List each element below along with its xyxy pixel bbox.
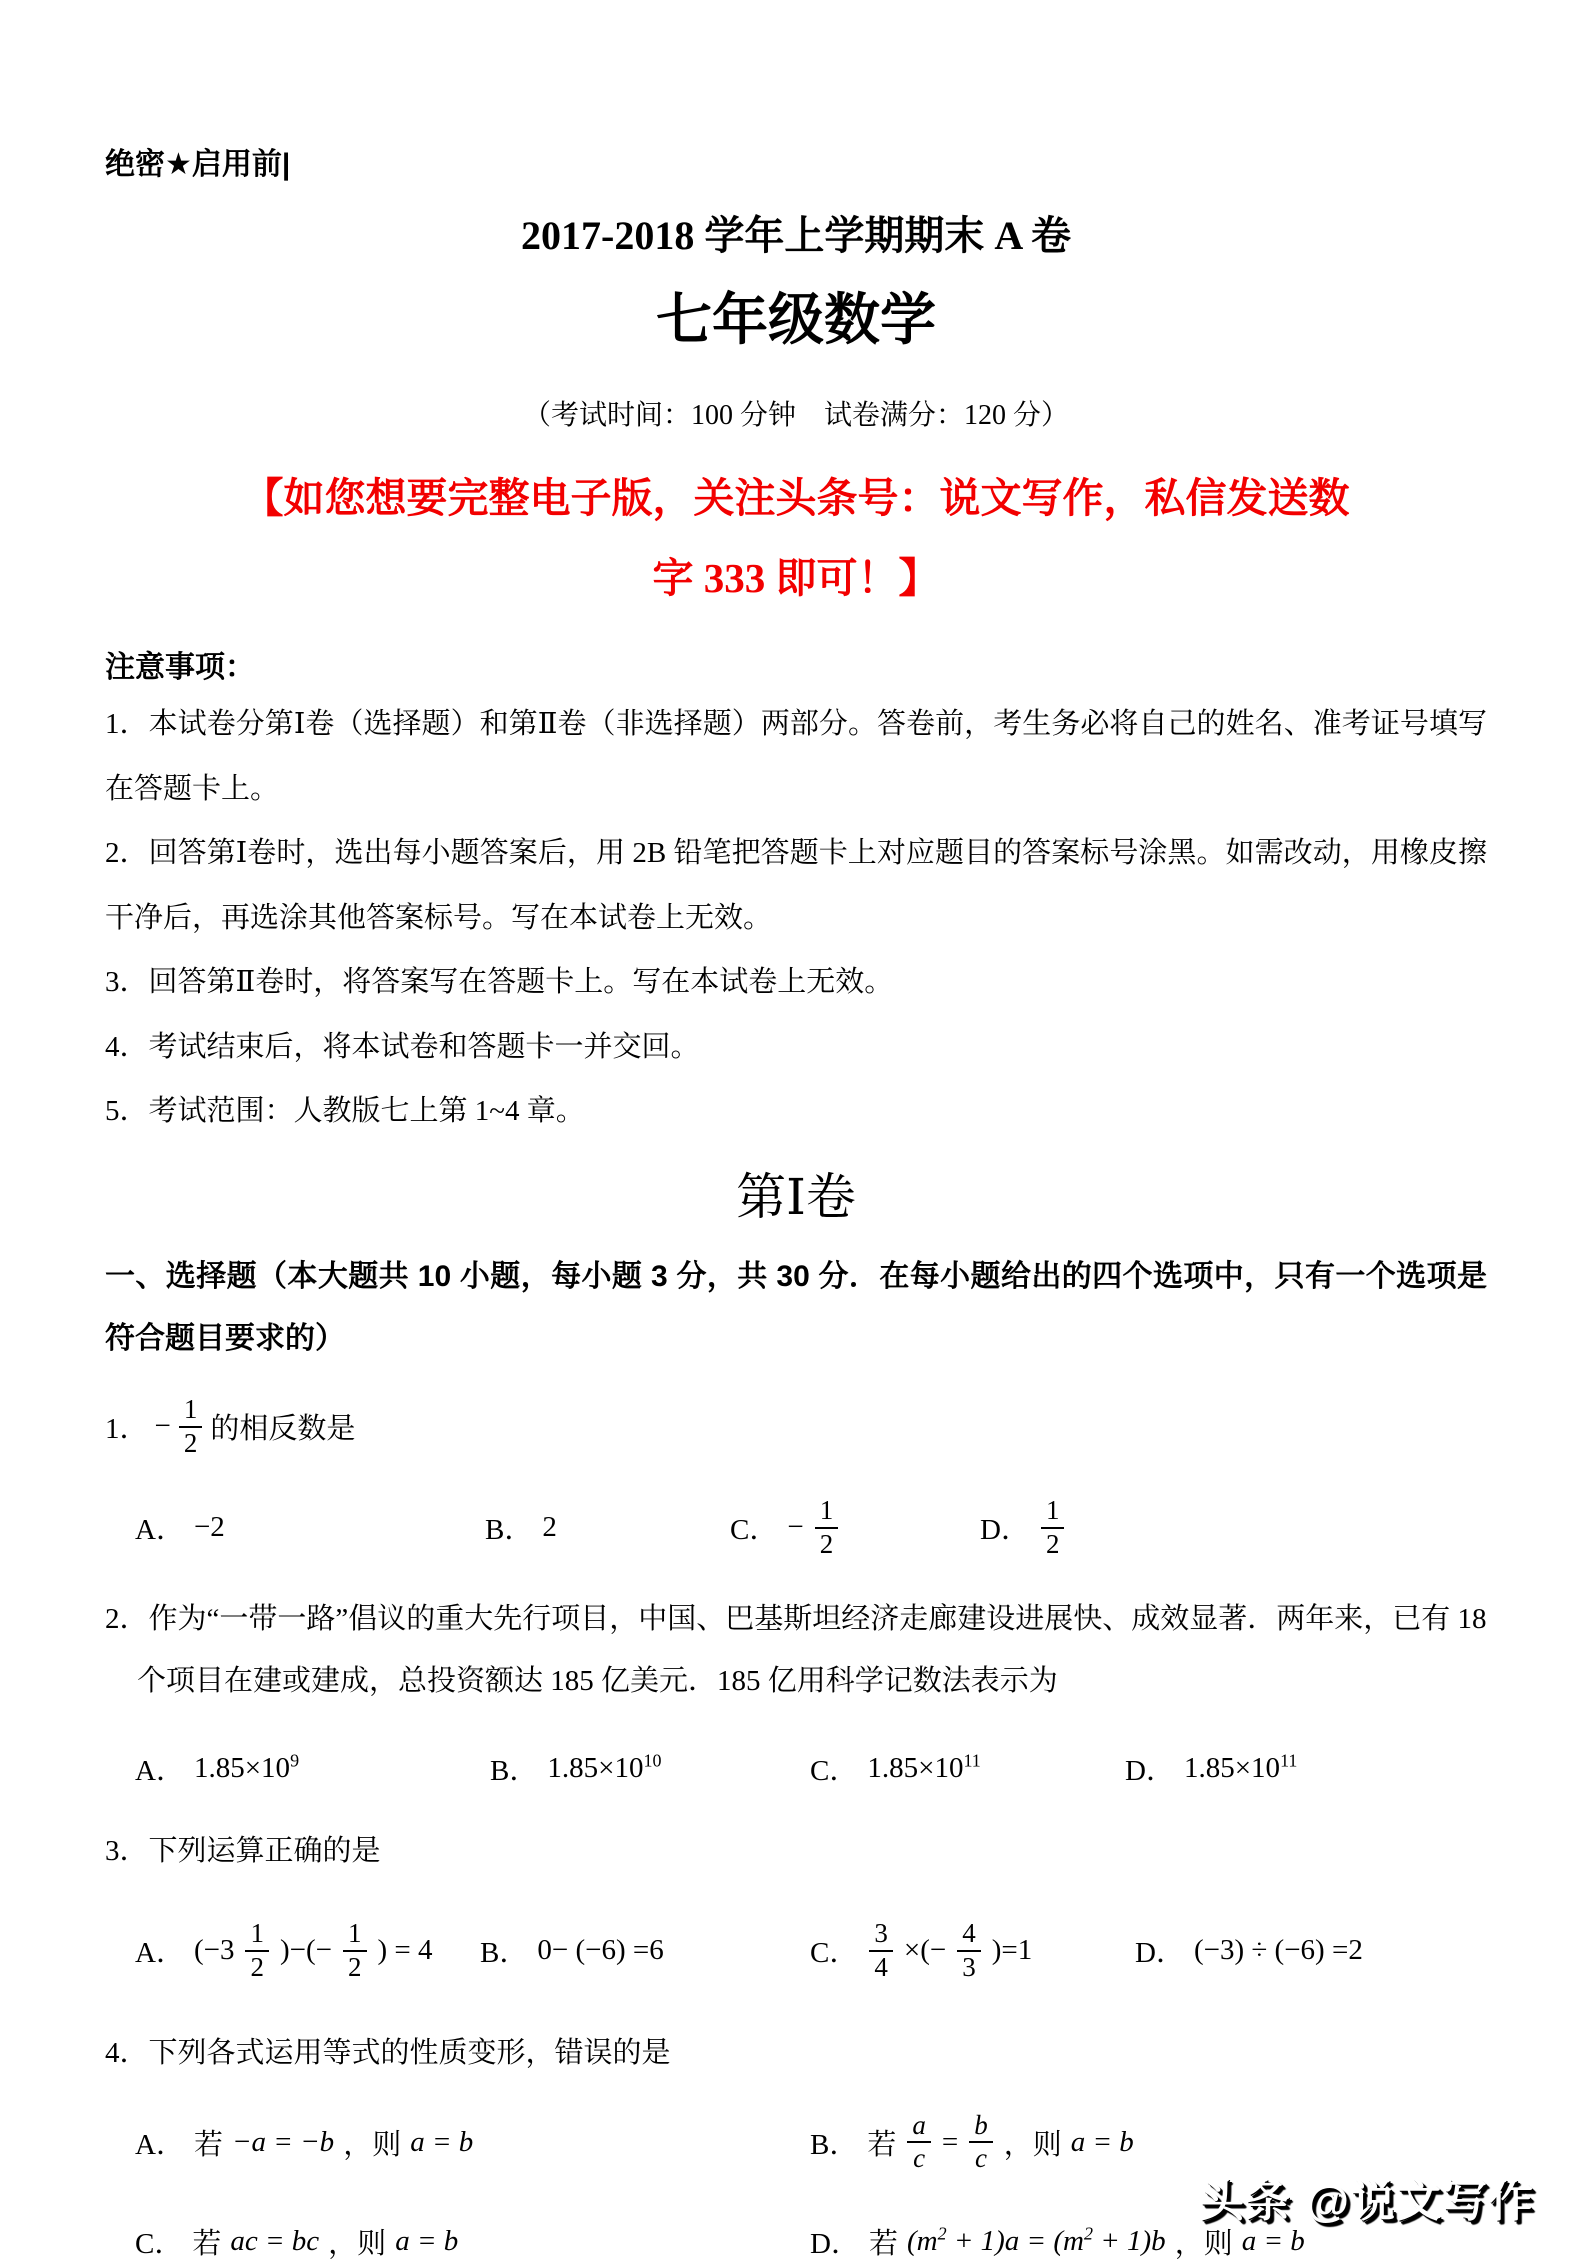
q3-option-a-part2: )−(−: [280, 1934, 332, 1967]
q1-option-c-den: 2: [815, 1529, 839, 1561]
q4-option-c-label: C．: [135, 2221, 183, 2262]
section1-heading: 第Ⅰ卷: [105, 1154, 1487, 1240]
q1-frac-numerator: 1: [179, 1394, 203, 1428]
question-1-options: [105, 1480, 1487, 1576]
q2-option-c: [810, 1748, 1125, 1789]
q3-option-c-fraction1: $\frac{3}{4}$: [869, 1918, 893, 1984]
q3-option-a-fraction1: $\frac{1}{2}$: [245, 1918, 269, 1984]
question-3-options: [105, 1896, 1487, 2006]
q4-option-b-fraction1: $\frac{a}{c}$: [907, 2110, 931, 2176]
q1-option-c-num: 1: [815, 1495, 839, 1529]
question-2-stem: 2．作为“一带一路”倡议的重大先行项目，中国、巴基斯坦经济走廊建设进展快、成效显著．两年来，已有 18 个项目在建或建成，总投资额达 185 亿美元．185 亿用科学记数法表示为: [105, 1588, 1487, 1712]
question-3-stem: 3．下列运算正确的是: [105, 1820, 1487, 1882]
q3-option-c-part1: ×(−: [904, 1934, 946, 1967]
note-item-2: 2．回答第Ⅰ卷时，选出每小题答案后，用 2B 铅笔把答题卡上对应题目的答案标号涂黑。如需改动，用橡皮擦干净后，再选涂其他答案标号。写在本试卷上无效。: [105, 821, 1487, 950]
q3-option-a-part1: (−3: [194, 1934, 235, 1967]
q1-option-d: [980, 1495, 1487, 1561]
q2-option-b-value: $1.85\times 10^{10}$: [547, 1752, 661, 1785]
q3-option-c-label: C．: [810, 1930, 858, 1971]
q4-option-b-label: B．: [810, 2122, 858, 2163]
toutiao-watermark: 头条 @说文写作: [1200, 2165, 1535, 2229]
note-item-3: 3．回答第Ⅱ卷时，将答案写在答题卡上。写在本试卷上无效。: [105, 950, 1487, 1015]
q3-option-a-part3: ) = 4: [378, 1934, 433, 1967]
q3-option-a-fraction2: $\frac{1}{2}$: [343, 1918, 367, 1984]
q4-option-a-math: −a = −b: [232, 2126, 334, 2159]
q3-option-c-fraction2: $\frac{4}{3}$: [957, 1918, 981, 1984]
note-item-1: 1．本试卷分第Ⅰ卷（选择题）和第Ⅱ卷（非选择题）两部分。答卷前，考生务必将自己的姓名、准考证号填写在答题卡上。: [105, 692, 1487, 821]
subject-title: 七年级数学: [105, 286, 1487, 356]
q4-option-a-label: A．: [135, 2122, 185, 2163]
q3-option-a: [135, 1918, 480, 1984]
q4-option-c-pre: 若: [192, 2221, 221, 2262]
q1-frac-sign: −: [155, 1410, 171, 1443]
note-item-4: 4．考试结束后，将本试卷和答题卡一并交回。: [105, 1015, 1487, 1080]
q1-option-b-value: 2: [542, 1511, 557, 1544]
q1-option-b: [485, 1507, 730, 1548]
q2-option-c-value: $1.85\times 10^{11}$: [867, 1752, 980, 1785]
q1-number: 1．: [105, 1406, 149, 1447]
q1-option-d-fraction: [1041, 1495, 1065, 1561]
q4-option-a-mid: ，则: [343, 2122, 401, 2163]
q3-option-b-label: B．: [480, 1930, 528, 1971]
q3-option-c: [810, 1918, 1135, 1984]
section1-intro: 一、选择题（本大题共 10 小题，每小题 3 分，共 30 分．在每小题给出的四个选项中，只有一个选项是符合题目要求的）: [105, 1246, 1487, 1370]
q2-option-c-label: C．: [810, 1748, 858, 1789]
question-4-stem: 4．下列各式运用等式的性质变形，错误的是: [105, 2022, 1487, 2084]
q1-option-b-label: B．: [485, 1507, 533, 1548]
q4-option-c-math: ac = bc: [230, 2225, 319, 2258]
promo-banner: [105, 458, 1487, 618]
q4-option-b-fraction2: $\frac{b}{c}$: [969, 2110, 993, 2176]
q1-option-a-value: −2: [194, 1511, 225, 1544]
q4-option-d-mid: ，则: [1175, 2221, 1233, 2262]
q2-option-d: [1125, 1748, 1487, 1789]
q4-option-d-pre: 若: [869, 2221, 898, 2262]
q1-option-c: [730, 1495, 980, 1561]
exam-title: 2017-2018 学年上学期期末 A 卷: [105, 208, 1487, 264]
q3-option-b-value: 0− (−6) =6: [537, 1934, 663, 1967]
q2-option-d-label: D．: [1125, 1748, 1175, 1789]
promo-line-1: 【如您想要完整电子版，关注头条号：说文写作，私信发送数: [105, 458, 1487, 538]
exam-info-line: （考试时间：100 分钟 试卷满分：120 分）: [105, 396, 1487, 436]
classification-label: 绝密★启用前|: [105, 148, 1487, 182]
q3-option-d-value: (−3) ÷ (−6) =2: [1194, 1934, 1363, 1967]
q3-option-b: [480, 1930, 810, 1971]
q4-option-c-math2: a = b: [395, 2225, 458, 2258]
q1-option-c-fraction: [815, 1495, 839, 1561]
question-1-stem: [105, 1384, 1487, 1470]
note-item-5: 5．考试范围：人教版七上第 1~4 章。: [105, 1079, 1487, 1144]
q4-option-b-mid: ，则: [1004, 2122, 1062, 2163]
q2-option-a: [135, 1748, 490, 1789]
q1-stem-text: 的相反数是: [210, 1406, 355, 1447]
q3-option-d-label: D．: [1135, 1930, 1185, 1971]
q3-option-a-label: A．: [135, 1930, 185, 1971]
q2-option-b: [490, 1748, 810, 1789]
q4-option-b-pre: 若: [867, 2122, 896, 2163]
q4-option-a-math2: a = b: [410, 2126, 473, 2159]
q1-option-d-num: 1: [1041, 1495, 1065, 1529]
q1-option-a-label: A．: [135, 1507, 185, 1548]
q4-option-d-label: D．: [810, 2221, 860, 2262]
q1-frac-denominator: 2: [179, 1428, 203, 1460]
notes-heading: 注意事项：: [105, 644, 1487, 692]
q4-option-c: [135, 2221, 810, 2262]
q1-option-d-label: D．: [980, 1507, 1030, 1548]
q4-option-a: [135, 2122, 810, 2163]
q4-option-c-mid: ，则: [328, 2221, 386, 2262]
q1-option-c-label: C．: [730, 1507, 778, 1548]
q3-option-c-part2: )=1: [992, 1934, 1033, 1967]
q2-option-a-label: A．: [135, 1748, 185, 1789]
q4-option-d-math2: a = b: [1242, 2225, 1305, 2258]
q3-option-d: [1135, 1930, 1487, 1971]
q4-option-b-math2: a = b: [1071, 2126, 1134, 2159]
q4-option-d-math: $(m^2 + 1)a = (m^2 + 1)b$: [907, 2225, 1166, 2258]
q1-option-a: [135, 1507, 485, 1548]
q1-option-c-sign: −: [787, 1511, 803, 1544]
q2-option-d-value: $1.85\times 10^{11}$: [1184, 1752, 1297, 1785]
q1-option-d-den: 2: [1041, 1529, 1065, 1561]
q2-option-a-value: $1.85\times 10^9$: [194, 1752, 299, 1785]
promo-line-2: 字 333 即可！】: [105, 538, 1487, 618]
q2-option-b-label: B．: [490, 1748, 538, 1789]
q4-option-b-equals: =: [942, 2126, 958, 2159]
q4-option-a-pre: 若: [194, 2122, 223, 2163]
q1-fraction: [179, 1394, 203, 1460]
question-2-options: [105, 1734, 1487, 1804]
